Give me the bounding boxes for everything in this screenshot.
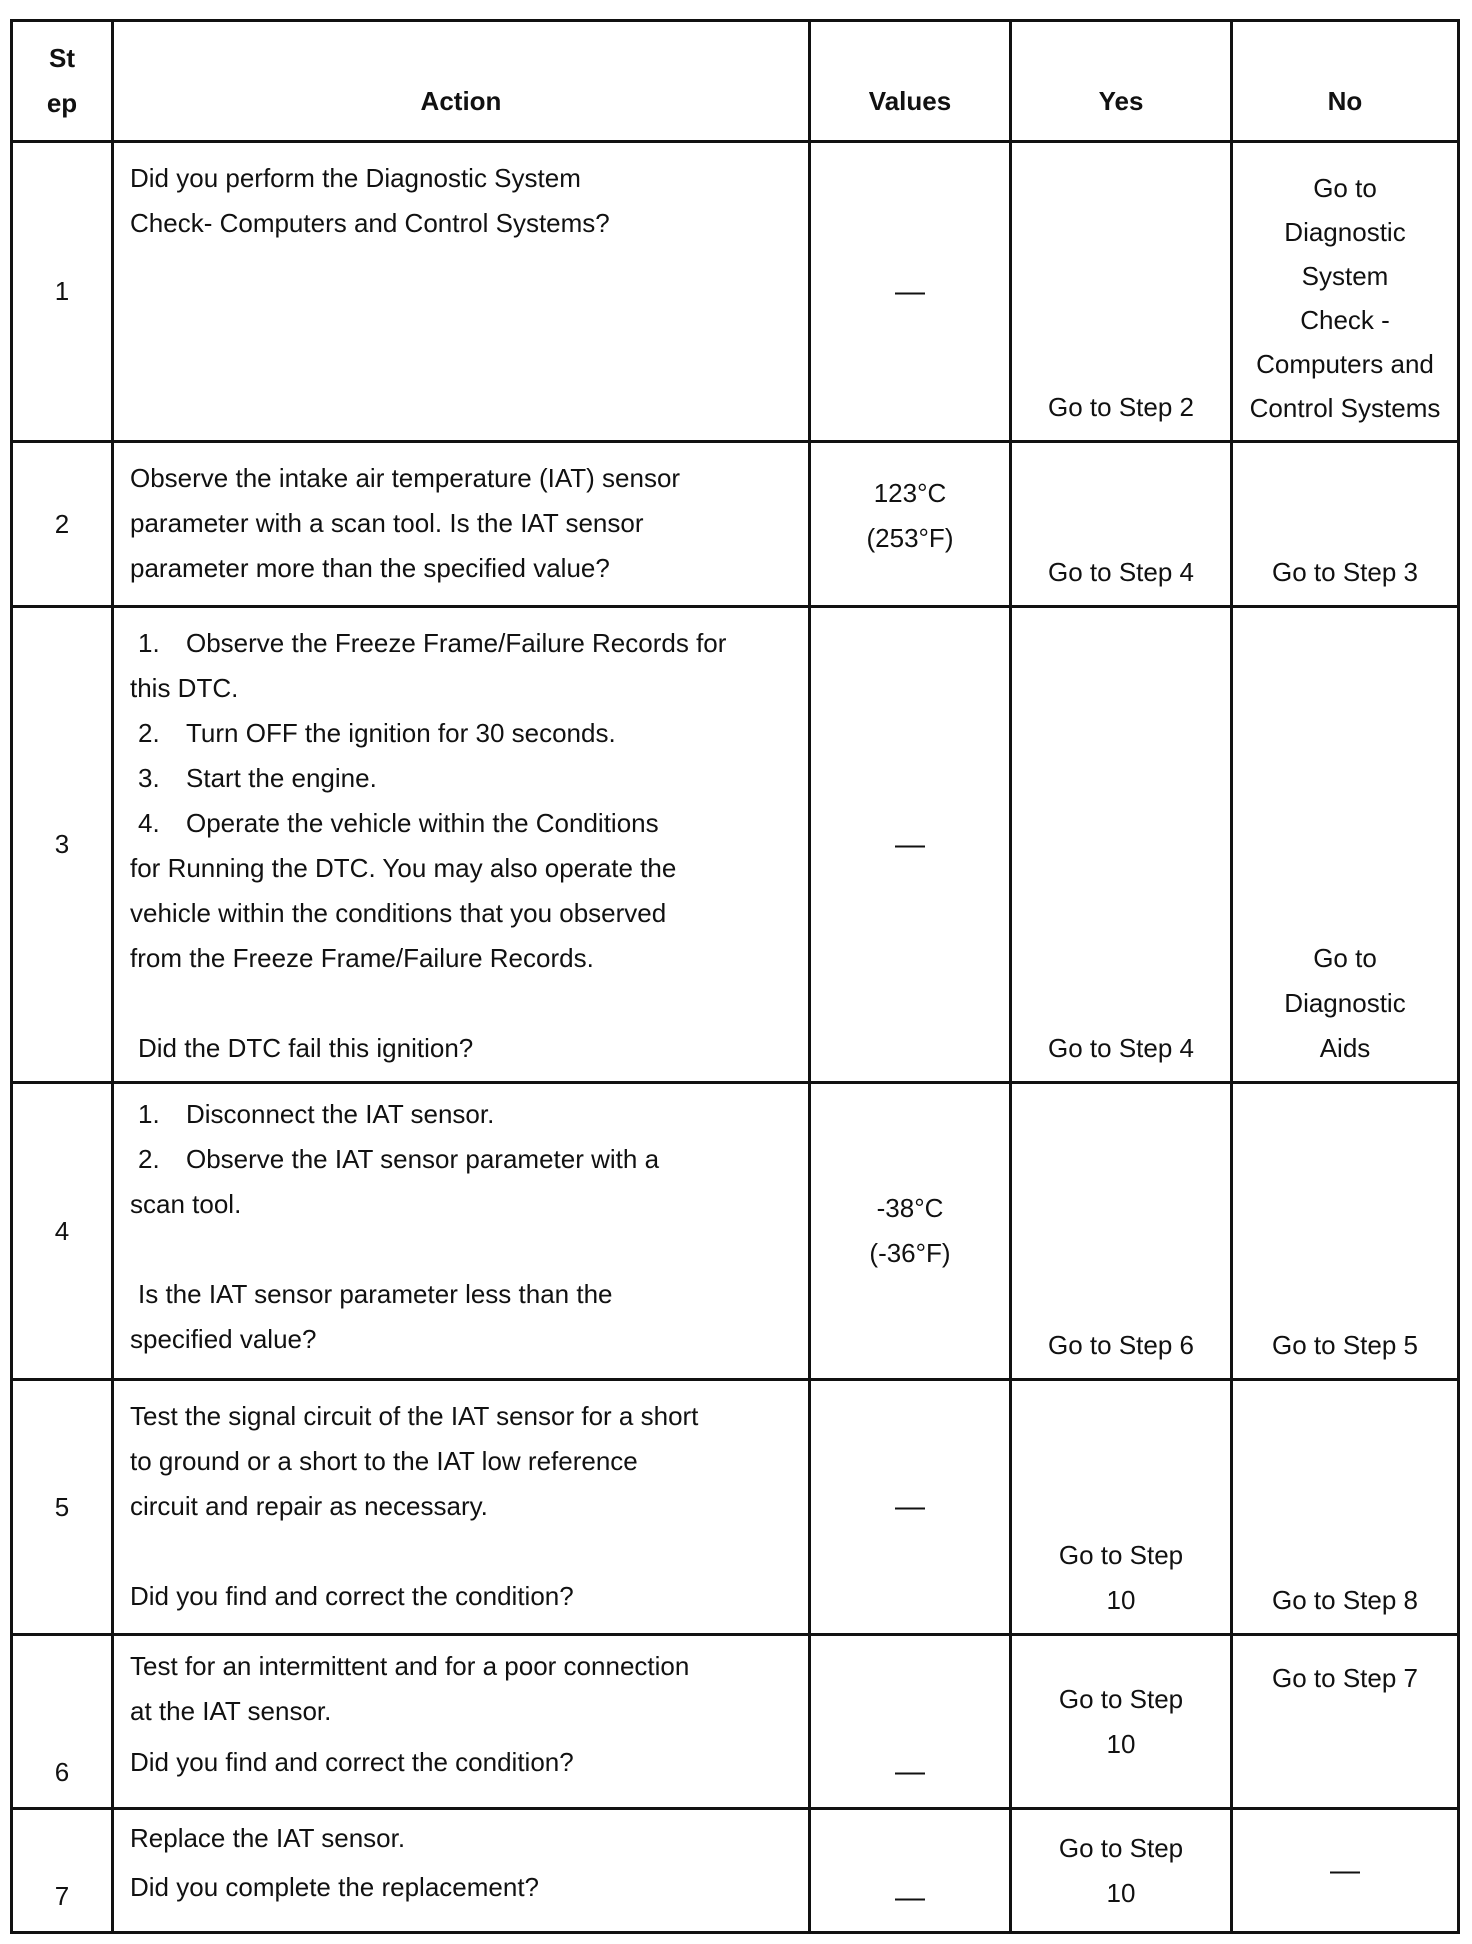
action-cell: Test for an intermittent and for a poor connection at the IAT sensor. Did you find and correct the condition? [113, 1635, 810, 1809]
action-cell: Observe the intake air temperature (IAT) sensor parameter with a scan tool. Is the IAT sensor parameter more than the specified value? [113, 442, 810, 607]
values-cell: -38°C (-36°F) [810, 1083, 1011, 1380]
question: Did the DTC fail this ignition? [138, 1033, 474, 1063]
action-cell: Did you perform the Diagnostic System Check- Computers and Control Systems? [113, 142, 810, 442]
question: Is the IAT sensor parameter less than the [138, 1279, 613, 1309]
table-row [12, 1380, 1459, 1635]
header-no: No [1232, 21, 1459, 142]
no-cell: Go to Step 7 [1232, 1635, 1459, 1809]
list-item: 2. Observe the IAT sensor parameter with a [138, 1144, 660, 1174]
table-row [12, 607, 1459, 1083]
list-item: 1. Disconnect the IAT sensor. [138, 1099, 495, 1129]
values-cell: — [810, 1380, 1011, 1635]
yes-cell: Go to Step 4 [1011, 442, 1232, 607]
table-row [12, 1083, 1459, 1380]
header-yes: Yes [1011, 21, 1232, 142]
step-number: 6 [12, 1635, 113, 1809]
action-cell: 1. Observe the Freeze Frame/Failure Records for this DTC. 2. Turn OFF the ignition for 30 seconds. 3. Start the engine. 4. Operate the vehicle within the Conditions for Running the DTC. You may also operate the vehicle within the conditions that you observed from the Freeze Frame/Failure Records. Did the DTC fail this ignition? [113, 607, 810, 1083]
yes-cell: Go to Step 10 [1011, 1635, 1232, 1809]
step-number: 4 [12, 1083, 113, 1380]
list-item: 1. Observe the Freeze Frame/Failure Records for [138, 628, 727, 658]
table-row [12, 142, 1459, 442]
no-cell: Go to Diagnostic Aids [1232, 607, 1459, 1083]
step-number: 5 [12, 1380, 113, 1635]
action-cell: 1. Disconnect the IAT sensor. 2. Observe the IAT sensor parameter with a scan tool. Is the IAT sensor parameter less than the specified value? [113, 1083, 810, 1380]
step-number: 2 [12, 442, 113, 607]
question: Did you complete the replacement? [130, 1872, 540, 1902]
table-row [12, 1635, 1459, 1809]
values-cell: 123°C (253°F) [810, 442, 1011, 607]
yes-cell: Go to Step 10 [1011, 1380, 1232, 1635]
step-number: 7 [12, 1809, 113, 1933]
values-cell: — [810, 1635, 1011, 1809]
header-row [12, 21, 1459, 142]
step-number: 3 [12, 607, 113, 1083]
no-cell: — [1232, 1809, 1459, 1933]
values-cell: — [810, 1809, 1011, 1933]
header-values: Values [810, 21, 1011, 142]
action-cell: Test the signal circuit of the IAT sensor for a short to ground or a short to the IAT low reference circuit and repair as necessary. Did you find and correct the condition? [113, 1380, 810, 1635]
question: Did you find and correct the condition? [130, 1747, 574, 1777]
header-step: St ep [12, 21, 113, 142]
yes-cell: Go to Step 4 [1011, 607, 1232, 1083]
list-item: 3. Start the engine. [138, 763, 377, 793]
step-number: 1 [12, 142, 113, 442]
no-cell: Go to Diagnostic System Check - Computers and Control Systems [1232, 142, 1459, 442]
table-row [12, 442, 1459, 607]
action-cell: Replace the IAT sensor. Did you complete the replacement? [113, 1809, 810, 1933]
yes-cell: Go to Step 6 [1011, 1083, 1232, 1380]
yes-cell: Go to Step 10 [1011, 1809, 1232, 1933]
yes-cell: Go to Step 2 [1011, 142, 1232, 442]
no-cell: Go to Step 8 [1232, 1380, 1459, 1635]
no-cell: Go to Step 3 [1232, 442, 1459, 607]
list-item: 4. Operate the vehicle within the Conditions [138, 808, 659, 838]
values-cell: — [810, 142, 1011, 442]
diagnostic-table [10, 19, 1460, 1934]
values-cell: — [810, 607, 1011, 1083]
header-action: Action [113, 21, 810, 142]
question: Did you find and correct the condition? [130, 1581, 574, 1611]
table-row [12, 1809, 1459, 1933]
list-item: 2. Turn OFF the ignition for 30 seconds. [138, 718, 616, 748]
no-cell: Go to Step 5 [1232, 1083, 1459, 1380]
